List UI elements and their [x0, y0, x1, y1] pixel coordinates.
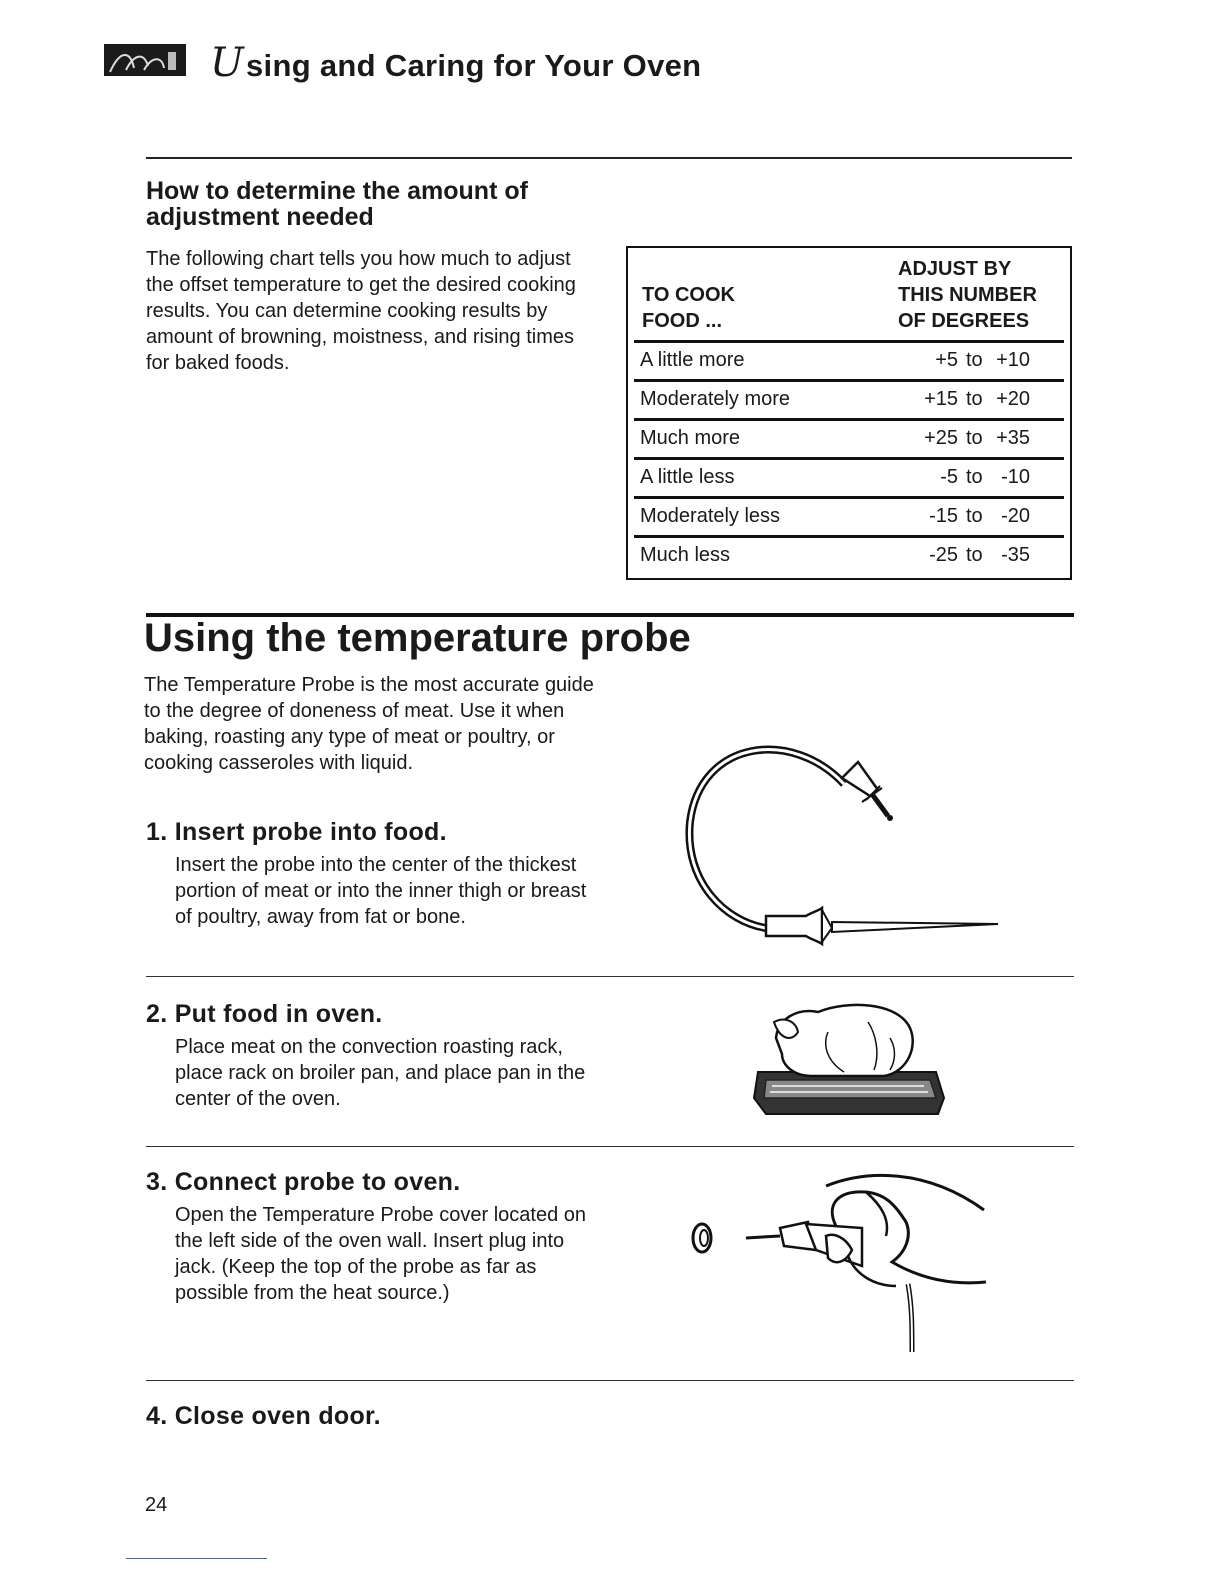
adjustment-intro: The following chart tells you how much to adjust the offset temperature to get the desired cooking results. You can determine cooking results by amount of browning, moistness, and rising times for baked foods. [146, 248, 576, 374]
page-header-title [210, 40, 701, 86]
table-row [634, 340, 1064, 379]
row-food: A little less [640, 466, 735, 488]
row-from: +5 [935, 349, 958, 371]
row-food: Much more [640, 427, 741, 449]
row-food: Moderately less [640, 505, 781, 527]
hand-connecting-probe-illustration [676, 1166, 996, 1361]
row-to-word: to [966, 388, 983, 410]
step-4-title: 4. Close oven door. [146, 1402, 381, 1430]
row-to: +20 [996, 388, 1030, 410]
row-food: A little more [640, 349, 745, 371]
page-number: 24 [145, 1494, 168, 1516]
row-to: +35 [996, 427, 1030, 449]
row-to: -10 [1001, 466, 1030, 488]
probe-heading: Using the temperature probe [144, 616, 691, 660]
divider [146, 976, 1074, 977]
table-header-food: TO COOK FOOD ... [642, 284, 735, 332]
step-1-title: 1. Insert probe into food. [146, 818, 447, 846]
row-food: Moderately more [640, 388, 791, 410]
temperature-probe-illustration [682, 732, 1012, 967]
roast-on-broiler-pan-illustration [752, 998, 952, 1133]
header-title-initial: U [210, 40, 245, 86]
row-to-word: to [966, 544, 983, 566]
table-header-degrees: ADJUST BY THIS NUMBER OF DEGREES [898, 258, 1037, 332]
row-from: +15 [924, 388, 958, 410]
divider [146, 1380, 1074, 1381]
row-to-word: to [966, 349, 983, 371]
row-to: -20 [1001, 505, 1030, 527]
adjustment-heading: How to determine the amount of adjustment needed [146, 177, 528, 231]
row-from: -5 [940, 466, 958, 488]
table-row [634, 418, 1064, 457]
table-row [634, 496, 1064, 535]
row-from: -15 [929, 505, 958, 527]
header-title-text: sing and Caring for Your Oven [246, 48, 702, 83]
row-to: -35 [1001, 544, 1030, 566]
step-2-text: Place meat on the convection roasting rack, place rack on broiler pan, and place pan in the center of the oven. [175, 1036, 586, 1110]
divider [146, 1146, 1074, 1147]
table-row [634, 535, 1064, 574]
step-3-text: Open the Temperature Probe cover located on the left side of the oven wall. Insert plug into jack. (Keep the top of the probe as far as possible from the heat source.) [175, 1204, 586, 1304]
adjustment-table [626, 246, 1072, 580]
row-to-word: to [966, 427, 983, 449]
step-3-title: 3. Connect probe to oven. [146, 1168, 461, 1196]
row-from: -25 [929, 544, 958, 566]
row-from: +25 [924, 427, 958, 449]
table-row [634, 457, 1064, 496]
step-2-title: 2. Put food in oven. [146, 1000, 383, 1028]
divider [146, 157, 1072, 159]
row-to-word: to [966, 466, 983, 488]
row-to-word: to [966, 505, 983, 527]
step-1-text: Insert the probe into the center of the thickest portion of meat or into the inner thigh or breast of poultry, away from fat or bone. [175, 854, 587, 928]
probe-intro: The Temperature Probe is the most accurate guide to the degree of doneness of meat. Use it when baking, roasting any type of meat or poultry, or cooking casseroles with liquid. [144, 674, 594, 774]
row-food: Much less [640, 544, 731, 566]
footer-link-line [126, 1558, 267, 1559]
header-logo-icon [104, 44, 186, 76]
table-row [634, 379, 1064, 418]
row-to: +10 [996, 349, 1030, 371]
